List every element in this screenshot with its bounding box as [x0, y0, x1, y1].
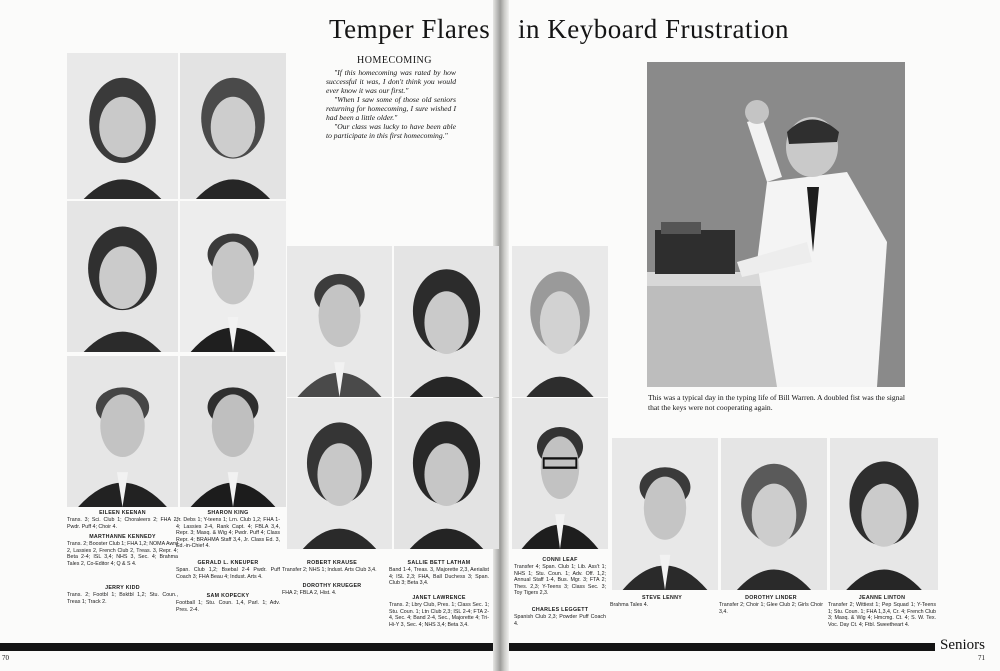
- quote-3: "Our class was lucky to have been able to participate in this first homecoming.": [326, 122, 456, 140]
- portrait-charles-leggett: [512, 398, 608, 549]
- portrait-eileen-keenan: [67, 53, 178, 199]
- quote-2: "When I saw some of those old seniors returning for homecoming, I sure wished I had been a little older.": [326, 95, 456, 122]
- portrait-jeanne-linton: [830, 438, 938, 590]
- senior-caption: [610, 595, 714, 609]
- senior-caption: [514, 607, 606, 627]
- senior-caption: [282, 583, 382, 597]
- senior-activities: Transfer 2; NHS 1; Indust. Arts Club 3,4.: [282, 567, 377, 574]
- portrait-sam-kopecky: [180, 356, 286, 507]
- footer-rule-left: [0, 643, 493, 651]
- senior-caption: [176, 593, 280, 613]
- senior-caption: [389, 595, 489, 628]
- senior-caption: [67, 510, 178, 530]
- senior-name: DOROTHY KRUEGER: [302, 583, 362, 589]
- section-label: Seniors: [940, 637, 985, 653]
- senior-name: CHARLES LEGGETT: [531, 607, 589, 613]
- senior-caption: [176, 560, 280, 580]
- portrait-dorothy-krueger: [287, 398, 392, 549]
- portrait-steve-lenny: [612, 438, 718, 590]
- typing-photo-caption: This was a typical day in the typing life of Bill Warren. A doubled fist was the signal that the keys were not cooperating again.: [648, 393, 905, 412]
- senior-caption: [389, 560, 489, 587]
- senior-activities: Transfer 4; Span. Club 1; Lib. Ass't 1; NHS 1; Stu. Coun. 1; Adv. Off. 1,2; Annual Staff 1-4, Bus. Mgr. 3; FTA 2; Thes. 2,3; Y-Teens 3; Class Sec. 3; Toy Tigers 2,3.: [514, 564, 606, 597]
- senior-caption: [176, 510, 280, 549]
- senior-activities: Trans. 2; Booster Club 1; FHA 1,2; NOMA Awrd 2, Lassies 2, French Club 2, Treas. 3, Repr. 4; Beta 2-4; ISL 3,4; NHS 3, Sec. 4; Brahma Tales 2, Co-Editor 4; Q & S 4.: [67, 541, 178, 567]
- footer-rule-right: [509, 643, 935, 651]
- portrait-sallie-bett-latham: [394, 246, 499, 397]
- senior-name: SALLIE BETT LATHAM: [407, 560, 471, 566]
- senior-caption: [67, 585, 178, 605]
- senior-name: SAM KOPECKY: [206, 593, 250, 599]
- senior-activities: Trans. 2; Lbry Club, Pres. 1; Class Sec. 1; Stu. Coun. 1; Ltn Club 2,3; ISL 2-4; FTA 2-4, Sec. 4; Band 2-4, Sec., Majorette 4; Tri-Hi-Y 3, Sec. 4; NHS 3,4; Beta 3,4.: [389, 602, 489, 628]
- senior-activities: Football 1; Stu. Coun. 1,4, Parl. 1; Adv. Pres. 2-4.: [176, 600, 280, 613]
- quote-1: "If this homecoming was rated by how successful it was, I don't think you would ever know it was our first.": [326, 68, 456, 95]
- portrait-robert-krause: [287, 246, 392, 397]
- portrait-dorothy-linder: [721, 438, 827, 590]
- homecoming-quotes: [326, 68, 456, 140]
- senior-name: JEANNE LINTON: [858, 595, 906, 601]
- senior-activities: Spanish Club 2,3; Powder Puff Coach 4.: [514, 614, 606, 627]
- page-number-right: 71: [978, 654, 985, 662]
- headline-right: in Keyboard Frustration: [518, 14, 789, 44]
- senior-activities: Band 1-4, Treas. 3, Majorette 2,3, Aerialist 4; ISL 2,3; FHA, Ball Duchess 3; Span. Club 3; Beta 3,4.: [389, 567, 489, 587]
- portrait-conni-leaf: [512, 246, 608, 397]
- senior-activities: Trans. 3; Sci. Club 1; Choraleers 2; FHA 2; Pwdr. Puff 4; Choir 4.: [67, 517, 178, 530]
- senior-name: EILEEN KEENAN: [99, 510, 146, 516]
- senior-name: JERRY KIDD: [105, 585, 140, 591]
- senior-caption: [828, 595, 936, 628]
- senior-name: JANET LAWRENCE: [412, 595, 466, 601]
- senior-caption: [719, 595, 823, 615]
- senior-name: DOROTHY LINDER: [745, 595, 797, 601]
- homecoming-heading: HOMECOMING: [357, 55, 432, 66]
- senior-activities: Transfer 2; Choir 1; Glee Club 2; Girls Choir 3,4.: [719, 602, 823, 615]
- senior-activities: Trans. 2; Footbl 1; Bsktbl 1,2; Stu. Coun., Treas 1; Track 2.: [67, 592, 178, 605]
- portrait-jerry-kidd: [67, 356, 178, 507]
- senior-activities: Brahma Tales 4.: [610, 602, 649, 609]
- senior-activities: FHA 2; FBLA 2, Hist. 4.: [282, 590, 337, 597]
- senior-name: MARTHANNE KENNEDY: [89, 534, 156, 540]
- portrait-marthanne-kennedy: [67, 201, 178, 352]
- portrait-sharon-king: [180, 53, 286, 199]
- senior-name: ROBERT KRAUSE: [306, 560, 358, 566]
- senior-name: SHARON KING: [207, 510, 249, 516]
- senior-name: STEVE LENNY: [641, 595, 683, 601]
- typing-photo: [647, 62, 905, 387]
- portrait-janet-lawrence: [394, 398, 499, 549]
- senior-name: GERALD L. KNEUPER: [197, 560, 259, 566]
- senior-caption: [282, 560, 382, 574]
- portrait-gerald-kneuper: [180, 201, 286, 352]
- senior-activities: Jr. Debs 1; Y-teens 1; Lrn. Club 1,2; FHA 1-4; Lassies 2-4, Rank Capt. 4; FBLA 3,4, Repr. 3; Masq. & Wig 4; Pwdr. Puff 4; Class Repr. 4; BRAHMA Staff 3,4, Jr. Class Ed. 3, Ed.-in-Chief 4.: [176, 517, 280, 550]
- senior-activities: Span. Club 1,2; Bsebal 2-4 Pwdr. Puff Coach 3; FHA Beau 4; Indust. Arts 4.: [176, 567, 280, 580]
- senior-name: CONNI LEAF: [542, 557, 578, 563]
- senior-activities: Transfer 2; Wittiest 1; Pep Squad 1; Y-Teens 1; Stu. Coun. 1; FHA 1,3,4, Cr. 4; French Club 3; Masq. & Wig 4; Hmcmg. Ct. 4; S. W. Tex. Voc. Day Ct. 4; Ftbl. Sweetheart 4.: [828, 602, 936, 628]
- headline-left: Temper Flares: [329, 14, 491, 44]
- senior-caption: [514, 557, 606, 596]
- senior-caption: [67, 534, 178, 567]
- page-number-left: 70: [2, 654, 9, 662]
